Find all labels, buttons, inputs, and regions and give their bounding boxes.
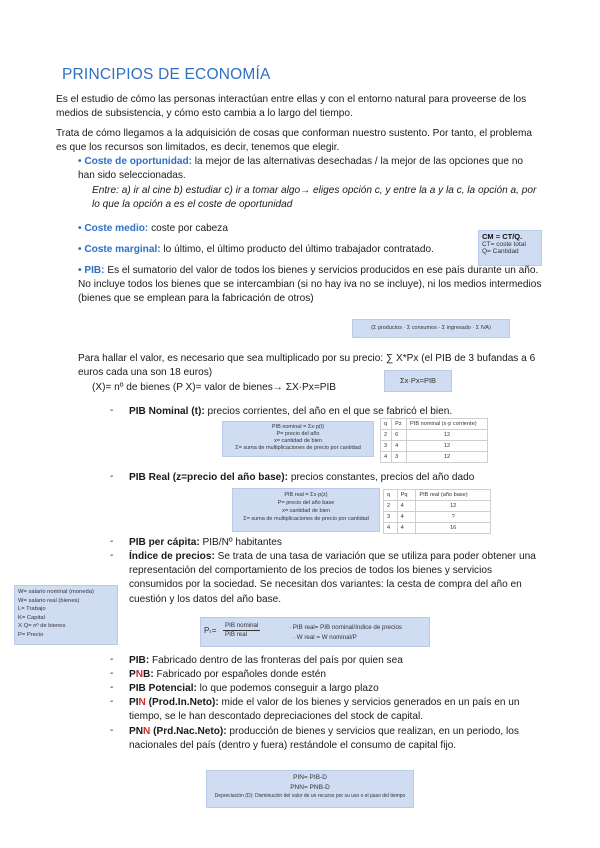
formula-line: · W real = W nominal/P — [293, 634, 357, 641]
item-label: P — [129, 669, 136, 680]
table-cell: 2 — [381, 430, 392, 441]
table-cell: 4 — [392, 441, 407, 452]
box-line: x= cantidad de bien — [282, 508, 330, 514]
box-line: Σ= suma de multiplicaciones de precio por cantidad — [235, 445, 361, 451]
item-label: PI — [129, 697, 139, 708]
item-label: PIB Potencial: — [129, 683, 197, 694]
legend-line: W= salario nominal (moneda) — [18, 589, 94, 595]
example-text: Entre: a) ir al cine b) estudiar c) ir a tomar algo→ eliges opción c, y entre la a y la c, la opción a, por lo que la opción a es el coste de oportunidad — [92, 185, 537, 211]
table-cell: 4 — [397, 501, 416, 512]
legend-line: W= salario real (bienes) — [18, 597, 80, 604]
item-label: PIB Nominal (t): — [129, 406, 205, 417]
bullet-label: • Coste medio: — [78, 223, 149, 234]
valor-paragraph: Para hallar el valor, es necesario que sea multiplicado por su precio: ∑ X*Px (el PIB de 3 bufandas a 6 euros cada una son 18 euros) — [78, 353, 536, 379]
item-pin — [129, 696, 545, 724]
item-pib — [129, 654, 403, 668]
item-text: producción de bienes y servicios que realizan, en un periodo, los nacionales del país (dentro y fuera) restándole el consumo de capital fijo. — [129, 726, 519, 752]
item-text: PIB/Nº habitantes — [199, 537, 282, 548]
table-cell: 16 — [416, 523, 491, 534]
box-line: PIB nominal = Σx·p(t) — [271, 424, 325, 430]
box-line: PNN= PNB-D — [290, 783, 330, 791]
table-cell: 4 — [397, 512, 416, 523]
table-cell: Pz — [392, 419, 407, 430]
item-text: precios constantes, precios del año dado — [288, 472, 475, 483]
dash-marker: - — [110, 682, 114, 693]
item-pnn — [129, 725, 545, 753]
dash-marker: - — [110, 536, 114, 547]
item-label: PIB Real (z=precio del año base): — [129, 472, 289, 483]
item-label: PN — [129, 726, 144, 737]
item-pib-real — [129, 471, 474, 485]
nominal-formula-box — [222, 421, 374, 457]
legend-line: L= Trabajo — [18, 606, 46, 612]
item-indice-precios — [129, 550, 545, 607]
dash-marker: - — [110, 471, 114, 482]
box-line: Σ= suma de multiplicaciones de precio por cantidad — [243, 516, 369, 522]
table-row — [384, 523, 491, 534]
table-row — [381, 430, 488, 441]
cm-formula-box — [478, 230, 542, 266]
box-line: PIN= PIB-D — [293, 774, 327, 781]
bullet-coste-medio — [78, 222, 228, 236]
nominal-table — [380, 418, 488, 463]
pin-pnn-formula-box — [206, 770, 414, 808]
page-title: PRINCIPIOS DE ECONOMÍA — [62, 66, 271, 83]
dash-marker: - — [110, 550, 114, 561]
item-label-highlight: N — [143, 726, 151, 737]
formula-line: · PIB real= PIB nominal/índice de precios — [289, 624, 402, 631]
pib-sum-box: (Σ productos · Σ consumos · Σ ingresado · Σ IVA) — [352, 319, 510, 338]
table-cell: 3 — [381, 441, 392, 452]
cm-box-line: CT= coste total — [482, 240, 526, 248]
table-cell: PIB real (año base) — [416, 490, 491, 501]
item-pib-capita — [129, 536, 282, 550]
dash-marker: - — [110, 405, 114, 416]
formula-numerator: PIB nominal — [225, 622, 259, 629]
table-cell: 12 — [407, 441, 488, 452]
cm-box-line: Q= Cantidad — [482, 248, 519, 256]
table-cell: 12 — [407, 452, 488, 463]
formula-denominator: PIB real — [225, 631, 248, 638]
intro-paragraph: Es el estudio de cómo las personas interactúan entre ellas y con el entorno natural para proveerse de los medios de subsistencia, y cómo esto cambia a lo largo del tiempo. — [56, 94, 527, 120]
pib-formula-box: Σx·Px=PIB — [384, 370, 452, 392]
table-row — [381, 452, 488, 463]
table-cell: 12 — [416, 501, 491, 512]
bullet-label: • PIB: — [78, 265, 105, 276]
box-line: P= precio del año — [276, 431, 320, 437]
legend-box — [14, 585, 118, 645]
table-row — [381, 419, 488, 430]
table-cell: q — [384, 490, 398, 501]
item-text: Fabricado dentro de las fronteras del país por quien sea — [149, 655, 403, 666]
dash-marker: - — [110, 725, 114, 736]
dash-marker: - — [110, 696, 114, 707]
valor-formula-line: (X)= nº de bienes (P X)= valor de bienes→ ΣX·Px=PIB — [92, 382, 336, 393]
item-text: precios corrientes, del año en el que se fabricó el bien. — [204, 406, 453, 417]
table-cell: 4 — [397, 523, 416, 534]
item-pib-potencial — [129, 682, 379, 696]
item-label-highlight: N — [135, 669, 144, 680]
item-label: PIB: — [129, 655, 150, 666]
item-label: Índice de precios: — [129, 551, 215, 562]
item-pnb — [129, 668, 326, 682]
cm-box-title: CM = CT/Q. — [482, 232, 523, 241]
box-line: P= precio del año base — [277, 500, 335, 506]
legend-line: P= Precio — [18, 631, 44, 638]
item-label: (Prod.In.Neto): — [145, 697, 219, 708]
item-text: lo que podemos conseguir a largo plazo — [196, 683, 379, 694]
table-cell: PIB nominal (x·p corriente) — [407, 419, 488, 430]
table-cell: q — [381, 419, 392, 430]
table-cell: 3 — [384, 512, 398, 523]
table-row — [384, 512, 491, 523]
table-row — [384, 490, 491, 501]
bullet-label: • Coste marginal: — [78, 244, 161, 255]
box-line: Depreciación (D): Disminución del valor de un recurso por su uso o el paso del tiempo — [214, 793, 406, 799]
table-cell: 4 — [381, 452, 392, 463]
table-cell: 4 — [384, 523, 398, 534]
formula-prefix: Pₜ= — [204, 626, 217, 635]
table-row — [384, 501, 491, 512]
bullet-text: lo último, el último producto del último trabajador contratado. — [160, 244, 434, 255]
table-cell: ? — [416, 512, 491, 523]
legend-line: K= Capital — [18, 614, 45, 621]
table-cell: 6 — [392, 430, 407, 441]
item-text: mide el valor de los bienes y servicios generados en un país en un tiempo, se le han descontado depreciaciones del stock de capital. — [129, 697, 520, 723]
real-formula-box — [232, 488, 380, 532]
bullet-text: coste por cabeza — [148, 223, 228, 234]
bullet-label: • Coste de oportunidad: — [78, 156, 192, 167]
indice-formula-box — [200, 617, 430, 647]
item-text: Se trata de una tasa de variación que se utiliza para poder obtener una representación del comportamiento de los precios de todos los bienes y servicios consumidos por la sociedad. Se necesitan dos variantes: la cesta de compra del año en cuestión y los datos del año base. — [129, 551, 536, 605]
table-cell: 12 — [407, 430, 488, 441]
bullet-text: Es el sumatorio del valor de todos los bienes y servicios producidos en ese país durante un año. No incluye todos los bienes que se intercambian (si no hay iva no se incluye), ni los medios intermedios (bienes que se emplean para la fabricación de otros) — [78, 265, 542, 305]
dash-marker: - — [110, 654, 114, 665]
table-cell: 2 — [384, 501, 398, 512]
box-line: x= cantidad de bien — [274, 438, 322, 444]
table-cell: 3 — [392, 452, 407, 463]
box-line: PIB real = Σx·p(z) — [284, 492, 328, 498]
bullet-coste-oportunidad — [78, 155, 540, 183]
real-table — [383, 489, 491, 534]
item-label: (Prd.Nac.Neto): — [150, 726, 227, 737]
table-row — [381, 441, 488, 452]
item-label: PIB per cápita: — [129, 537, 200, 548]
intro-paragraph-2: Trata de cómo llegamos a la adquisición de cosas que conforman nuestro sustento. Por tanto, el problema es que los recursos son limitados, es decir, tenemos que elegir. — [56, 128, 532, 154]
legend-line: X·Q= nº de bienes — [18, 623, 66, 629]
item-label-highlight: N — [138, 697, 146, 708]
dash-marker: - — [110, 668, 114, 679]
item-label: B: — [143, 669, 154, 680]
bullet-coste-marginal — [78, 243, 478, 257]
table-cell: Pq — [397, 490, 416, 501]
bullet-text: la mejor de las alternativas desechadas / la mejor de las opciones que no han sido seleccionadas. — [78, 156, 524, 182]
item-text: Fabricado por españoles donde estén — [153, 669, 326, 680]
bullet-pib — [78, 264, 542, 307]
